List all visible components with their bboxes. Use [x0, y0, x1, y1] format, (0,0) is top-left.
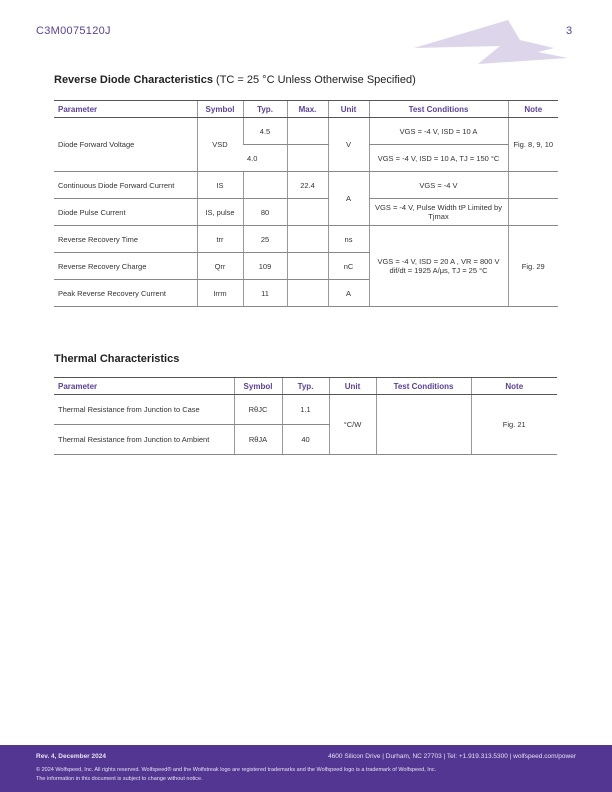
- symbol-cell: trr: [197, 226, 243, 253]
- col-header: Typ.: [282, 378, 329, 395]
- cond-cell: VGS = -4 V, ISD = 20 A , VR = 800 V dif/dt = 1925 A/μs, TJ = 25 °C: [369, 226, 508, 307]
- col-header: Note: [508, 101, 558, 118]
- page-footer: [0, 745, 612, 792]
- cond-cell: VGS = -4 V, Pulse Width tP Limited by Tjmax: [369, 199, 508, 226]
- param-cell: Continuous Diode Forward Current: [54, 172, 197, 199]
- page-number: 3: [566, 25, 573, 37]
- typ-cell: 40: [282, 425, 329, 455]
- col-header: Unit: [328, 101, 369, 118]
- reverse-diode-title: Reverse Diode Characteristics (TC = 25 °C Unless Otherwise Specified): [54, 74, 416, 86]
- reverse-diode-subtitle: (TC = 25 °C Unless Otherwise Specified): [216, 74, 416, 86]
- note-cell: [508, 199, 558, 226]
- symbol-cell: VSD: [197, 118, 243, 172]
- table-header-row: [54, 101, 558, 118]
- table-row: [54, 395, 557, 425]
- col-header: Symbol: [234, 378, 282, 395]
- unit-cell: A: [328, 172, 369, 226]
- max-cell: [287, 226, 328, 253]
- param-cell: Reverse Recovery Charge: [54, 253, 197, 280]
- param-cell: Diode Forward Voltage: [54, 118, 197, 172]
- typ-cell: 80: [243, 199, 287, 226]
- table-row: [54, 226, 558, 253]
- unit-cell: V: [328, 118, 369, 172]
- col-header: Test Conditions: [376, 378, 471, 395]
- symbol-cell: Irrm: [197, 280, 243, 307]
- contact-address: 4600 Silicon Drive | Durham, NC 27703 | Tel: +1.919.313.5300 | wolfspeed.com/power: [328, 753, 576, 760]
- col-header: Symbol: [197, 101, 243, 118]
- col-header: Note: [471, 378, 557, 395]
- part-number: C3M0075120J: [36, 25, 111, 37]
- typ-cell: [243, 172, 287, 199]
- cond-cell: VGS = -4 V: [369, 172, 508, 199]
- param-cell: Peak Reverse Recovery Current: [54, 280, 197, 307]
- table-header-row: [54, 378, 557, 395]
- symbol-cell: RθJC: [234, 395, 282, 425]
- disclaimer-line: The information in this document is subject to change without notice.: [36, 775, 203, 782]
- max-cell: [287, 145, 328, 172]
- col-header: Max.: [287, 101, 328, 118]
- copyright-line: © 2024 Wolfspeed, Inc. All rights reserved. Wolfspeed® and the Wolfstreak logo are registered trademarks and the Wolfspeed logo is a trademark of Wolfspeed, Inc.: [36, 767, 437, 773]
- thermal-title: Thermal Characteristics: [54, 353, 180, 365]
- max-cell: [287, 118, 328, 145]
- revision-label: Rev. 4, December 2024: [36, 753, 106, 760]
- param-cell: Reverse Recovery Time: [54, 226, 197, 253]
- typ-cell: 1.1: [282, 395, 329, 425]
- typ-cell: 25: [243, 226, 287, 253]
- thermal-table: [54, 377, 557, 455]
- unit-cell: nC: [328, 253, 369, 280]
- col-header: Unit: [329, 378, 376, 395]
- symbol-cell: IS: [197, 172, 243, 199]
- max-cell: [287, 253, 328, 280]
- note-cell: Fig. 21: [471, 395, 557, 455]
- col-header: Typ.: [243, 101, 287, 118]
- copyright-notice: [36, 766, 436, 783]
- table-row: [54, 199, 558, 226]
- max-cell: [287, 199, 328, 226]
- cond-cell: [376, 395, 471, 455]
- wolfstreak-logo: [408, 18, 573, 66]
- symbol-cell: RθJA: [234, 425, 282, 455]
- typ-cell: 4.5: [243, 118, 287, 145]
- param-cell: Diode Pulse Current: [54, 199, 197, 226]
- max-cell: 22.4: [287, 172, 328, 199]
- cond-cell: VGS = -4 V, ISD = 10 A: [369, 118, 508, 145]
- unit-cell: A: [328, 280, 369, 307]
- col-header: Parameter: [54, 101, 197, 118]
- typ-cell: 11: [243, 280, 287, 307]
- note-cell: [508, 172, 558, 199]
- typ-cell: 109: [243, 253, 287, 280]
- typ-cell: 4.0: [243, 145, 287, 172]
- cond-cell: VGS = -4 V, ISD = 10 A, TJ = 150 °C: [369, 145, 508, 172]
- col-header: Parameter: [54, 378, 234, 395]
- reverse-diode-table: [54, 100, 558, 307]
- note-cell: Fig. 29: [508, 226, 558, 307]
- param-cell: Thermal Resistance from Junction to Ambient: [54, 425, 234, 455]
- param-cell: Thermal Resistance from Junction to Case: [54, 395, 234, 425]
- table-row: [54, 118, 558, 145]
- unit-cell: °C/W: [329, 395, 376, 455]
- symbol-cell: IS, pulse: [197, 199, 243, 226]
- unit-cell: ns: [328, 226, 369, 253]
- max-cell: [287, 280, 328, 307]
- table-row: [54, 172, 558, 199]
- col-header: Test Conditions: [369, 101, 508, 118]
- note-cell: Fig. 8, 9, 10: [508, 118, 558, 172]
- symbol-cell: Qrr: [197, 253, 243, 280]
